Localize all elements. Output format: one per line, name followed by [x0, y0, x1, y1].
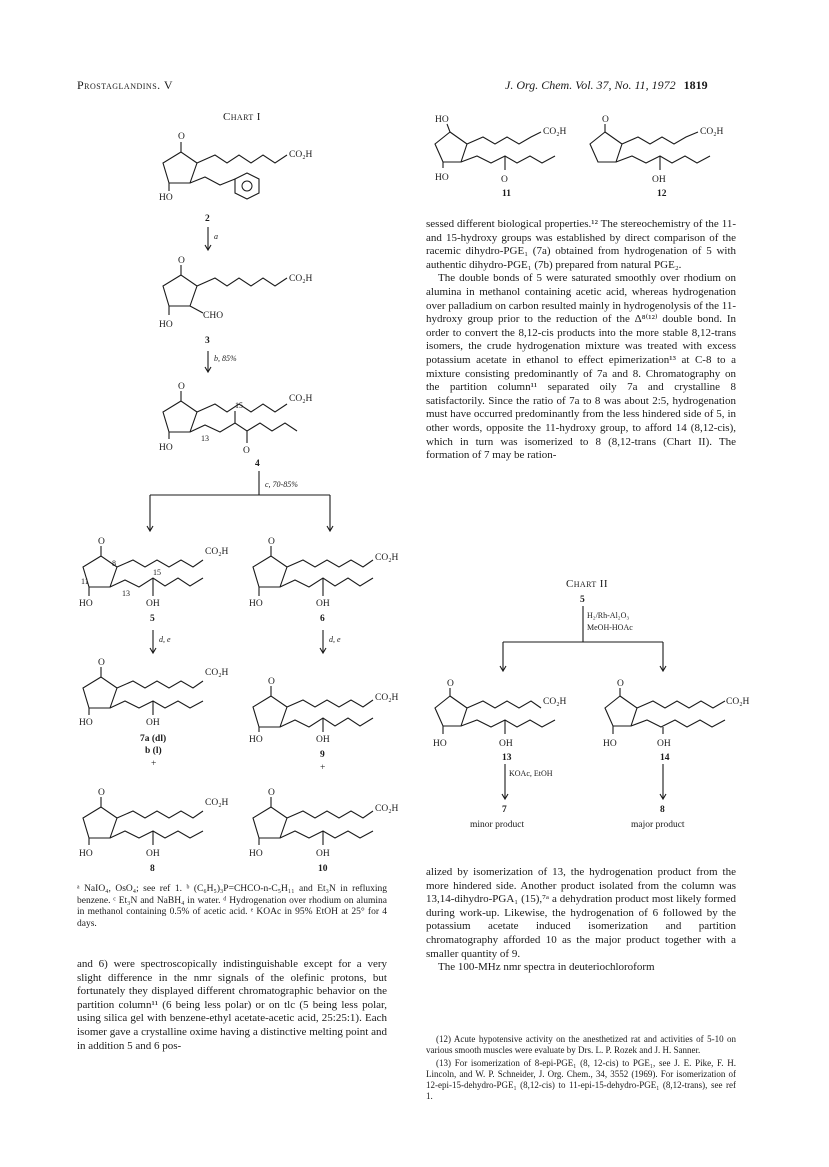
compound-number: 7a (dl) — [140, 734, 167, 744]
position-label: 15 — [235, 401, 243, 410]
footnotes — [426, 1034, 736, 1102]
atom-label: HO — [159, 193, 173, 203]
chart-1-footnote: ᵃ NaIO₄, OsO₄; see ref 1. ᵇ (C₆H₅)₃P=CHCO-n-C₅H₁₁ and Et₃N in refluxing benzene. ᶜ Et₃N and NaBH₄ in water. ᵈ Hydrogenation over rhodium on alumina in methanol containing 0.5% of acetic acid. ᵉ KOAc in 95% EtOH at 25° for 4 days. — [77, 884, 387, 929]
atom-label: CO₂H — [543, 127, 567, 137]
position-label: 13 — [122, 589, 130, 598]
atom-label: OH — [657, 739, 671, 749]
footnote-13: (13) For isomerization of 8-epi-PGE₁ (8, 12-cis) to PGE₁, see J. E. Pike, F. H. Lincoln, and W. P. Schneider, J. Org. Chem., 34, 3552 (1969). For isomerization of 12-epi-15-dehydro-PGE₁ (8,12-cis) to 11-epi-15-dehydro-PGE₁ (8,12-trans), see ref 1. — [426, 1058, 736, 1101]
atom-label: HO — [249, 599, 263, 609]
atom-label: OH — [146, 718, 160, 728]
step-label: d, e — [159, 635, 171, 644]
compound-number: 6 — [320, 614, 325, 624]
atom-label: O — [178, 382, 185, 392]
atom-label: OH — [316, 735, 330, 745]
atom-label: HO — [79, 718, 93, 728]
atom-label: HO — [249, 735, 263, 745]
right-column-text-bottom — [426, 866, 736, 975]
step-label: b, 85% — [214, 354, 237, 363]
atom-label: CO₂H — [205, 547, 229, 557]
atom-label: HO — [79, 849, 93, 859]
compound-number: 5 — [150, 614, 155, 624]
atom-label: CO₂H — [205, 798, 229, 808]
step-label: c, 70-85% — [265, 480, 298, 489]
paragraph: sessed different biological properties.¹² The stereochemistry of the 11- and 15-hydroxy groups was established by direct comparison of the racemic dihydro-PGE₁ (7a) obtained from hydrogenation of 5 with authentic dihydro-PGE₁ (7b) prepared from natural PGE₂. — [426, 218, 736, 271]
atom-label: O — [602, 115, 609, 125]
running-head-journal — [505, 78, 708, 93]
atom-label: O — [98, 788, 105, 798]
structure-7a — [79, 658, 229, 769]
atom-label: OH — [316, 849, 330, 859]
step-label: d, e — [329, 635, 341, 644]
atom-label: CO₂H — [289, 274, 313, 284]
step-label: a — [214, 232, 218, 241]
atom-label: O — [617, 679, 624, 689]
minor-product-label: minor product — [470, 820, 525, 830]
atom-label: OH — [316, 599, 330, 609]
compound-number: 13 — [502, 753, 512, 763]
reagent-label: H₂/Rh-Al₂O₃ — [587, 611, 630, 620]
atom-label: O — [98, 658, 105, 668]
atom-label: CO₂H — [205, 668, 229, 678]
structure-9 — [249, 677, 399, 773]
atom-label: HO — [435, 115, 449, 125]
major-product-label: major product — [631, 820, 685, 830]
structure-3 — [159, 256, 313, 346]
footnote-12: (12) Acute hypotensive activity on the anesthetized rat and activities of 5-10 on various smooth muscles were evaluate by Drs. L. P. Rozek and J. H. Sanner. — [426, 1034, 736, 1055]
structure-13 — [433, 679, 567, 763]
structure-6 — [249, 537, 399, 624]
position-label: 8 — [112, 559, 116, 568]
compound-number: 8 — [660, 805, 665, 815]
atom-label: CO₂H — [726, 697, 750, 707]
compound-number: 11 — [502, 189, 511, 199]
atom-label: CO₂H — [375, 693, 399, 703]
reagent-label: KOAc, EtOH — [509, 769, 553, 778]
atom-label: CO₂H — [375, 553, 399, 563]
atom-label: CO₂H — [700, 127, 724, 137]
atom-label: CO₂H — [375, 804, 399, 814]
position-label: 13 — [201, 434, 209, 443]
page-number: 1819 — [683, 78, 708, 92]
compound-number: 3 — [205, 336, 210, 346]
compound-number: 14 — [660, 753, 670, 763]
atom-label: OH — [499, 739, 513, 749]
atom-label: O — [268, 677, 275, 687]
right-column-text-top — [426, 218, 736, 463]
atom-label: HO — [433, 739, 447, 749]
atom-label: HO — [435, 173, 449, 183]
chart-1-title: Chart I — [223, 111, 261, 123]
atom-label: O — [98, 537, 105, 547]
atom-label: O — [268, 788, 275, 798]
atom-label: HO — [603, 739, 617, 749]
compound-number: 7 — [502, 805, 507, 815]
atom-label: CO₂H — [289, 150, 313, 160]
paragraph: and 6) were spectroscopically indistinguishable except for a very slight difference in the nmr signals of the olefinic protons, but fortunately they displayed different chromatographic behavior on the partition column¹¹ (6 being less polar) or on tlc (5 being less polar, using silica gel with benzene-ethyl acetate-acetic acid, 25:25:1). Each isomer gave a crystalline oxime having a distinctive melting point and in addition 5 and 6 pos- — [77, 958, 387, 1052]
structure-11 — [435, 115, 567, 199]
atom-label: HO — [249, 849, 263, 859]
atom-label: OH — [146, 599, 160, 609]
structure-4 — [159, 382, 313, 469]
atom-label: OH — [652, 175, 666, 185]
compound-number: 4 — [255, 459, 260, 469]
plus-sign: + — [320, 763, 326, 773]
compound-number: 10 — [318, 864, 328, 874]
atom-label: HO — [159, 443, 173, 453]
atom-label: O — [178, 256, 185, 266]
structure-8 — [79, 788, 229, 874]
plus-sign: + — [151, 759, 157, 769]
atom-label: O — [268, 537, 275, 547]
compound-number: 2 — [205, 214, 210, 224]
paragraph: alized by isomerization of 13, the hydrogenation product from the more hindered side. Another product isolated from the column was 13,14-dihydro-PGA₁ (15),⁷ᵃ a dehydration product most likely formed during work-up. Likewise, the hydrogenation of 6 followed by the potassium acetate induced isomerization and partition chromatography afforded 10 as the major product together with a smaller quantity of 9. — [426, 866, 736, 960]
atom-label: CO₂H — [289, 394, 313, 404]
compound-number: 9 — [320, 750, 325, 760]
atom-label: O — [243, 446, 250, 456]
left-column-text — [77, 958, 387, 1053]
position-label: 11 — [81, 577, 89, 586]
structure-10 — [249, 788, 399, 874]
atom-label: CHO — [203, 311, 224, 321]
compound-number: 12 — [657, 189, 667, 199]
atom-label: HO — [159, 320, 173, 330]
structures-11-12 — [425, 110, 755, 210]
paragraph: The 100-MHz nmr spectra in deuteriochloroform — [438, 961, 655, 974]
structure-5 — [79, 537, 229, 624]
compound-number: 5 — [580, 595, 585, 605]
atom-label: OH — [146, 849, 160, 859]
compound-number: 8 — [150, 864, 155, 874]
chart-2-title: Chart II — [566, 578, 608, 590]
atom-label: HO — [79, 599, 93, 609]
paragraph: The double bonds of 5 were saturated smoothly over rhodium on alumina in methanol containing acetic acid, whereas hydrogenation over palladium on carbon resulted mainly in hydrogenolysis of the 11-hydroxy group prior to the reduction of the Δ⁸⁽¹²⁾ double bond. In order to convert the 8,12-cis products into the more stable 8,12-trans isomers, the crude hydrogenation mixture was treated with excess potassium acetate in ethanol to effect epimerization¹³ at C-8 to a mixture consisting predominantly of 7a and 8. Chromatography on the partition column¹¹ separated oily 7a and crystalline 8 satisfactorily. Since the ratio of 7a to 8 was about 2:5, hydrogenation must have occurred predominantly from the less hindered side of 5, in other words, opposite the 11-hydroxy group, to afford 14 (8,12-cis), which in turn was isomerized to 8 (8,12-trans (Chart II). The formation of 7 may be ration- — [426, 272, 736, 462]
position-label: 15 — [153, 568, 161, 577]
compound-number: b (l) — [145, 746, 162, 756]
atom-label: CO₂H — [543, 697, 567, 707]
structure-12 — [590, 115, 724, 199]
atom-label: O — [447, 679, 454, 689]
running-head-title: Prostaglandins. V — [77, 78, 174, 92]
atom-label: O — [178, 132, 185, 142]
chart-2-scheme — [425, 592, 755, 842]
atom-label: O — [501, 175, 508, 185]
journal-citation: J. Org. Chem. Vol. 37, No. 11, 1972 — [505, 78, 676, 92]
structure-2 — [159, 132, 313, 224]
chart-1-scheme — [75, 125, 415, 885]
structure-14 — [603, 679, 750, 763]
reagent-label: MeOH-HOAc — [587, 623, 633, 632]
